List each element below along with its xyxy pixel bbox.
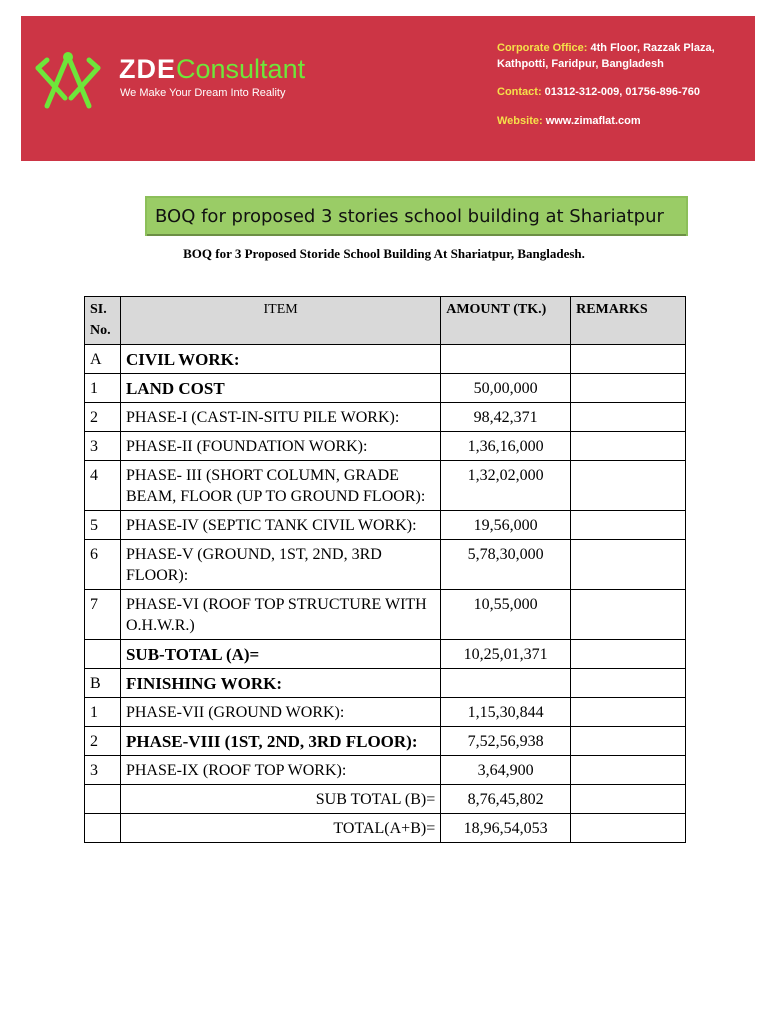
office-label: Corporate Office: xyxy=(497,42,588,54)
cell-item: PHASE-II (FOUNDATION WORK): xyxy=(120,432,440,461)
cell-sl: 4 xyxy=(85,461,121,511)
cell-item: PHASE-V (GROUND, 1ST, 2ND, 3RD FLOOR): xyxy=(120,540,440,590)
cell-sl xyxy=(85,785,121,814)
cell-remarks xyxy=(571,374,686,403)
cell-remarks xyxy=(571,461,686,511)
brand-name xyxy=(119,54,305,84)
header-amount: AMOUNT (TK.) xyxy=(441,297,571,345)
cell-sl: 2 xyxy=(85,727,121,756)
table-row xyxy=(85,345,686,374)
cell-item: LAND COST xyxy=(120,374,440,403)
cell-sl: 1 xyxy=(85,374,121,403)
cell-amount: 8,76,45,802 xyxy=(441,785,571,814)
compass-square-logo-icon xyxy=(33,50,103,112)
cell-sl: 5 xyxy=(85,511,121,540)
table-row xyxy=(85,511,686,540)
cell-remarks xyxy=(571,814,686,843)
website xyxy=(497,113,641,129)
cell-sl: 6 xyxy=(85,540,121,590)
header-sl-b: No. xyxy=(90,323,111,338)
cell-remarks xyxy=(571,785,686,814)
cell-sl: 1 xyxy=(85,698,121,727)
cell-item: PHASE-VIII (1ST, 2ND, 3RD FLOOR): xyxy=(120,727,440,756)
cell-amount: 10,55,000 xyxy=(441,590,571,640)
table-row xyxy=(85,461,686,511)
cell-remarks xyxy=(571,403,686,432)
cell-amount xyxy=(441,669,571,698)
table-row xyxy=(85,374,686,403)
brand-name-consultant: Consultant xyxy=(176,54,306,84)
cell-item: FINISHING WORK: xyxy=(120,669,440,698)
cell-remarks xyxy=(571,698,686,727)
cell-amount: 98,42,371 xyxy=(441,403,571,432)
cell-item: PHASE-VI (ROOF TOP STRUCTURE WITH O.H.W.R.) xyxy=(120,590,440,640)
contact-value: 01312-312-009, 01756-896-760 xyxy=(541,86,701,98)
table-row xyxy=(85,669,686,698)
table-row xyxy=(85,590,686,640)
website-label: Website: xyxy=(497,115,543,127)
cell-item: SUB TOTAL (B)= xyxy=(120,785,440,814)
cell-sl: 2 xyxy=(85,403,121,432)
cell-item: PHASE- III (SHORT COLUMN, GRADE BEAM, FLOOR (UP TO GROUND FLOOR): xyxy=(120,461,440,511)
brand-name-zde: ZDE xyxy=(119,54,176,84)
cell-remarks xyxy=(571,727,686,756)
cell-item: PHASE-VII (GROUND WORK): xyxy=(120,698,440,727)
cell-sl xyxy=(85,640,121,669)
cell-amount: 5,78,30,000 xyxy=(441,540,571,590)
cell-remarks xyxy=(571,345,686,374)
cell-amount: 18,96,54,053 xyxy=(441,814,571,843)
header-sl-no xyxy=(85,297,121,345)
contact-label: Contact: xyxy=(497,86,542,98)
cell-remarks xyxy=(571,511,686,540)
brand-tagline: We Make Your Dream Into Reality xyxy=(120,87,286,99)
table-row xyxy=(85,727,686,756)
cell-remarks xyxy=(571,432,686,461)
table-row xyxy=(85,540,686,590)
cell-amount xyxy=(441,345,571,374)
table-row xyxy=(85,432,686,461)
cell-amount: 1,32,02,000 xyxy=(441,461,571,511)
boq-table xyxy=(84,296,686,843)
table-row xyxy=(85,698,686,727)
office-address xyxy=(497,40,715,72)
cell-sl: 3 xyxy=(85,432,121,461)
cell-item: PHASE-I (CAST-IN-SITU PILE WORK): xyxy=(120,403,440,432)
table-row xyxy=(85,403,686,432)
document-title: BOQ for proposed 3 stories school building at Shariatpur xyxy=(147,198,686,234)
cell-amount: 1,15,30,844 xyxy=(441,698,571,727)
document-title-box xyxy=(145,196,688,236)
cell-amount: 10,25,01,371 xyxy=(441,640,571,669)
cell-item: TOTAL(A+B)= xyxy=(120,814,440,843)
cell-sl: A xyxy=(85,345,121,374)
subtotal-b-row xyxy=(85,785,686,814)
cell-sl: 7 xyxy=(85,590,121,640)
cell-item: SUB-TOTAL (A)= xyxy=(120,640,440,669)
header-remarks: REMARKS xyxy=(571,297,686,345)
header-sl-a: SI. xyxy=(90,302,107,317)
cell-amount: 7,52,56,938 xyxy=(441,727,571,756)
website-link[interactable]: www.zimaflat.com xyxy=(542,115,641,127)
cell-remarks xyxy=(571,640,686,669)
table-header-row xyxy=(85,297,686,345)
cell-item: CIVIL WORK: xyxy=(120,345,440,374)
cell-sl: 3 xyxy=(85,756,121,785)
cell-sl xyxy=(85,814,121,843)
document-subtitle: BOQ for 3 Proposed Storide School Building At Shariatpur, Bangladesh. xyxy=(183,246,585,261)
contact-numbers xyxy=(497,84,700,100)
cell-sl: B xyxy=(85,669,121,698)
cell-remarks xyxy=(571,669,686,698)
office-line-2: Kathpotti, Faridpur, Bangladesh xyxy=(497,58,664,70)
header-item: ITEM xyxy=(120,297,440,345)
cell-item: PHASE-IV (SEPTIC TANK CIVIL WORK): xyxy=(120,511,440,540)
cell-amount: 19,56,000 xyxy=(441,511,571,540)
cell-amount: 3,64,900 xyxy=(441,756,571,785)
table-row xyxy=(85,756,686,785)
cell-amount: 50,00,000 xyxy=(441,374,571,403)
cell-amount: 1,36,16,000 xyxy=(441,432,571,461)
cell-remarks xyxy=(571,590,686,640)
subtotal-a-row xyxy=(85,640,686,669)
cell-remarks xyxy=(571,540,686,590)
cell-remarks xyxy=(571,756,686,785)
letterhead-banner xyxy=(21,16,755,161)
grand-total-row xyxy=(85,814,686,843)
office-line-1: 4th Floor, Razzak Plaza, xyxy=(587,42,715,54)
cell-item: PHASE-IX (ROOF TOP WORK): xyxy=(120,756,440,785)
